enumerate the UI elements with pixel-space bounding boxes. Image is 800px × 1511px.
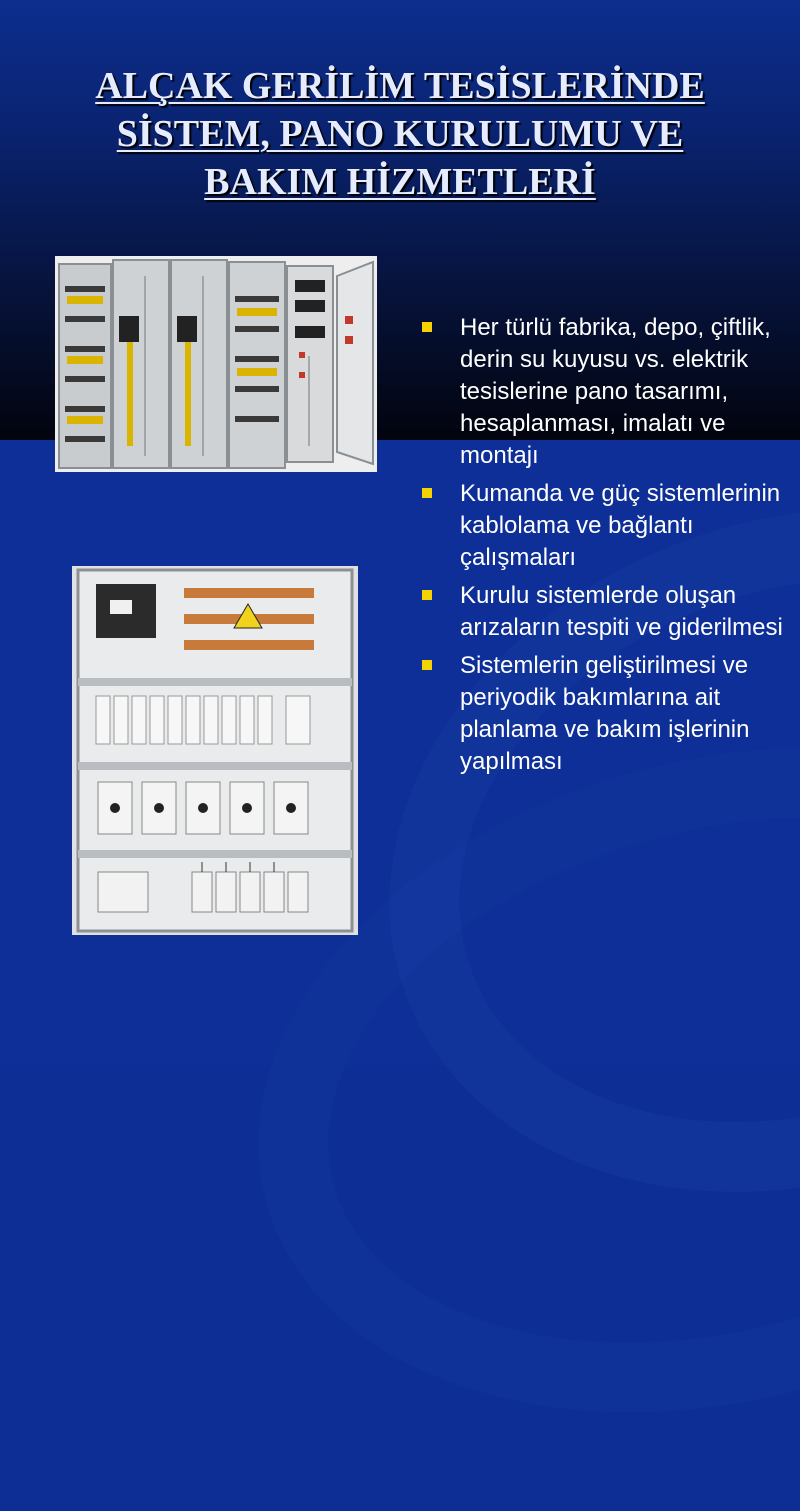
square-bullet-icon (422, 322, 432, 332)
service-bullet-list (420, 312, 790, 784)
bullet-text: Her türlü fabrika, depo, çiftlik, derin su kuyusu vs. elektrik tesislerine pano tasarımı, hesaplanması, imalatı ve montajı (460, 314, 771, 469)
panel-interior-photo (72, 566, 358, 935)
title-line: SİSTEM, PANO KURULUMU VE (116, 113, 684, 155)
bullet-text: Sistemlerin geliştirilmesi ve periyodik bakımlarına ait planlama ve bakım işlerinin yapılması (460, 652, 750, 775)
bullet-text: Kumanda ve güç sistemlerinin kablolama ve bağlantı çalışmaları (460, 480, 781, 571)
title-line: BAKIM HİZMETLERİ (204, 161, 596, 203)
list-item (420, 312, 790, 472)
cabinet-row-photo (55, 256, 377, 472)
list-item (420, 478, 790, 574)
square-bullet-icon (422, 660, 432, 670)
title-line: ALÇAK GERİLİM TESİSLERİNDE (95, 65, 705, 107)
list-item (420, 580, 790, 644)
list-item (420, 650, 790, 778)
panel-interior-illustration (72, 566, 358, 935)
square-bullet-icon (422, 590, 432, 600)
slide-title (30, 62, 770, 206)
square-bullet-icon (422, 488, 432, 498)
bullet-text: Kurulu sistemlerde oluşan arızaların tespiti ve giderilmesi (460, 582, 783, 641)
cabinet-row-illustration (55, 256, 377, 472)
